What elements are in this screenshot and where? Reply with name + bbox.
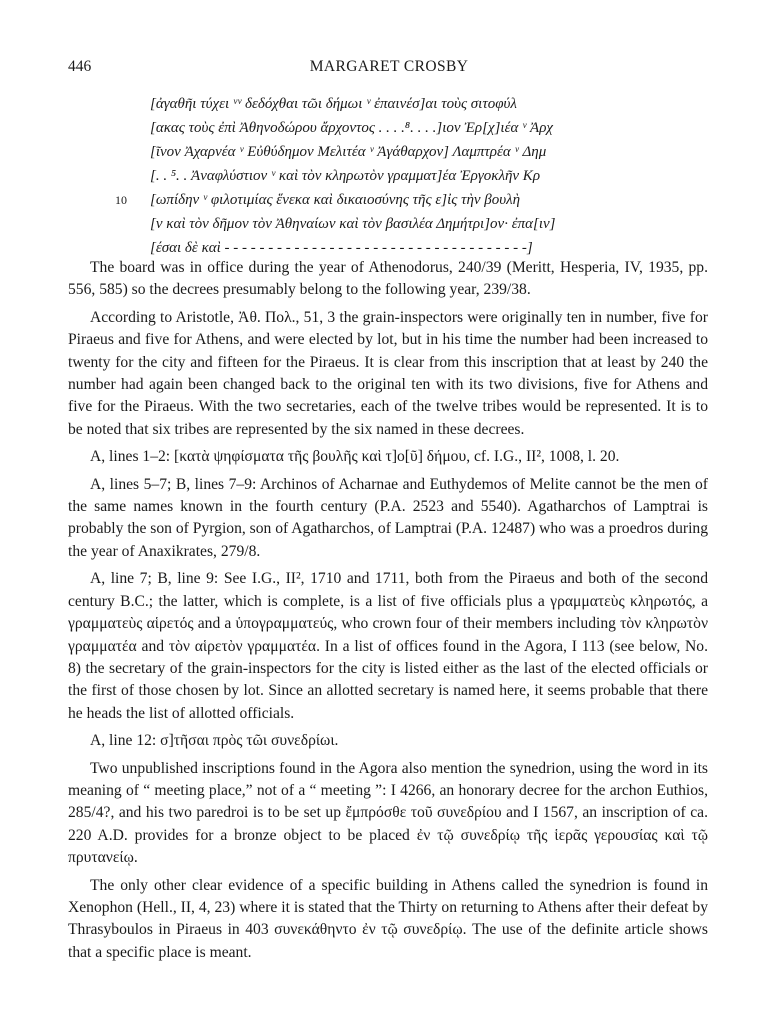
inscription-text: [ῖνον Ἀχαρνέα ᵛ Εὐθύδημον Μελιτέα ᵛ Ἀγάθαρχον] Λαμπτρέα ᵛ Δημ — [150, 144, 547, 160]
paragraph: The only other clear evidence of a specific building in Athens called the synedrion is found in Xenophon (Hell., II, 4, 23) where it is stated that the Thirty on returning to Athens after their defeat by Thrasyboulos in Piraeus in 403 συνεκάθηντο ἐν τῷ συνεδρίῳ. The use of the definite article shows that a specific place is meant. — [68, 876, 708, 961]
inscription-text: [ἀγαθῆι τύχει ᵛᵛ δεδόχθαι τῶι δήμωι ᵛ ἐπαινέσ]αι τοὺς σιτοφύλ — [150, 96, 517, 112]
inscription-line — [115, 212, 715, 236]
paragraph: A, lines 1–2: [κατὰ ψηφίσματα τῆς βουλῆς καὶ τ]ο[ῦ] δήμου, cf. I.G., II², 1008, l. 20. — [90, 448, 620, 466]
paragraph: The board was in office during the year of Athenodorus, 240/39 (Meritt, Hesperia, IV, 1935, pp. 556, 585) so the decrees presumably belong to the following year, 239/38. — [68, 259, 708, 299]
inscription-line — [115, 92, 715, 116]
paragraph: According to Aristotle, Ἀθ. Πολ., 51, 3 the grain-inspectors were originally ten in number, five for Piraeus and five for Athens, and were elected by lot, but in his time the number had been increased to twenty for the city and fifteen for the Piraeus. It is clear from this inscription that at least by 240 the number had again been changed back to the original ten with its two divisions, five for Athens and five for the Piraeus. With the two secretaries, each of the twelve tribes would be represented. It is to be noted that six tribes are represented by the six named in these decrees. — [68, 308, 708, 438]
inscription-line — [115, 140, 715, 164]
page-header — [68, 58, 710, 80]
inscription-line — [115, 164, 715, 188]
line-number: 10 — [115, 193, 127, 207]
inscription-text: [ν καὶ τὸν δῆμον τὸν Ἀθηναίων καὶ τὸν βασιλέα Δημήτρι]ον· ἐπα[ιν] — [150, 216, 556, 232]
paragraph: A, lines 5–7; B, lines 7–9: Archinos of Acharnae and Euthydemos of Melite cannot be the men of the same names known in the fourth century (P.A. 2523 and 5540). Agatharchos of Lamptrai is probably the son of Pyrgion, son of Agatharchos, of Lamptrai (P.A. 12487) who was a proedros during the year of Anaxikrates, 279/8. — [68, 475, 708, 560]
inscription-text: [έσαι δὲ καὶ - - - - - - - - - - - - - - - - - - - - - - - - - - - - - - - - - - -] — [150, 240, 533, 256]
inscription-text: [. . ⁵. . Ἀναφλύστιον ᵛ καὶ τὸν κληρωτὸν γραμματ]έα Ἐργοκλῆν Κρ — [150, 168, 541, 184]
inscription-line — [115, 188, 715, 212]
inscription-line — [115, 116, 715, 140]
paragraph: A, line 7; B, line 9: See I.G., II², 1710 and 1711, both from the Piraeus and both of the second century B.C.; the latter, which is complete, is a list of five officials plus a γραμματεὺς κληρωτός, a γραμματεὺς αἱρετός and a ὑπογραμματεύς, who crown four of their members including τὸν κληρωτὸν γραμματέα and τὸν αἱρετὸν γραμματέα. In a list of offices found in the Agora, I 113 (see below, No. 8) the secretary of the grain-inspectors for the city is listed either as the last of the elected officials or the first of those chosen by lot. Since an allotted secretary is named here, it seems probable that there he heads the list of allotted officials. — [68, 570, 708, 722]
inscription-text: [ωπίδην ᵛ φιλοτιμίας ἕνεκα καὶ δικαιοσύνης τῆς ε]ἰς τὴν βουλὴ — [150, 192, 521, 208]
inscription-block — [115, 92, 715, 260]
paragraph: A, line 12: σ]τῆσαι πρὸς τῶι συνεδρίωι. — [90, 732, 339, 750]
inscription-text: [ακας τοὺς ἐπὶ Ἀθηνοδώρου ἄρχοντος . . . .⁸. . . .]ιον Ἐρ[χ]ιέα ᵛ Ἀρχ — [150, 120, 554, 136]
running-title: MARGARET CROSBY — [309, 58, 469, 75]
body-text — [68, 257, 708, 969]
page-number: 446 — [68, 58, 92, 75]
paragraph: Two unpublished inscriptions found in the Agora also mention the synedrion, using the word in its meaning of “ meeting place,” not of a “ meeting ”: I 4266, an honorary decree for the archon Euthios, 285/4?, and his two paredroi is to be set up ἔμπρόσθε τοῦ συνεδρίου and I 1567, an inscription of ca. 220 A.D. provides for a bronze object to be placed ἐν τῷ συνεδρίῳ τῆς ἱερᾶς γερουσίας καὶ τῷ πρυτανείῳ. — [68, 759, 708, 867]
